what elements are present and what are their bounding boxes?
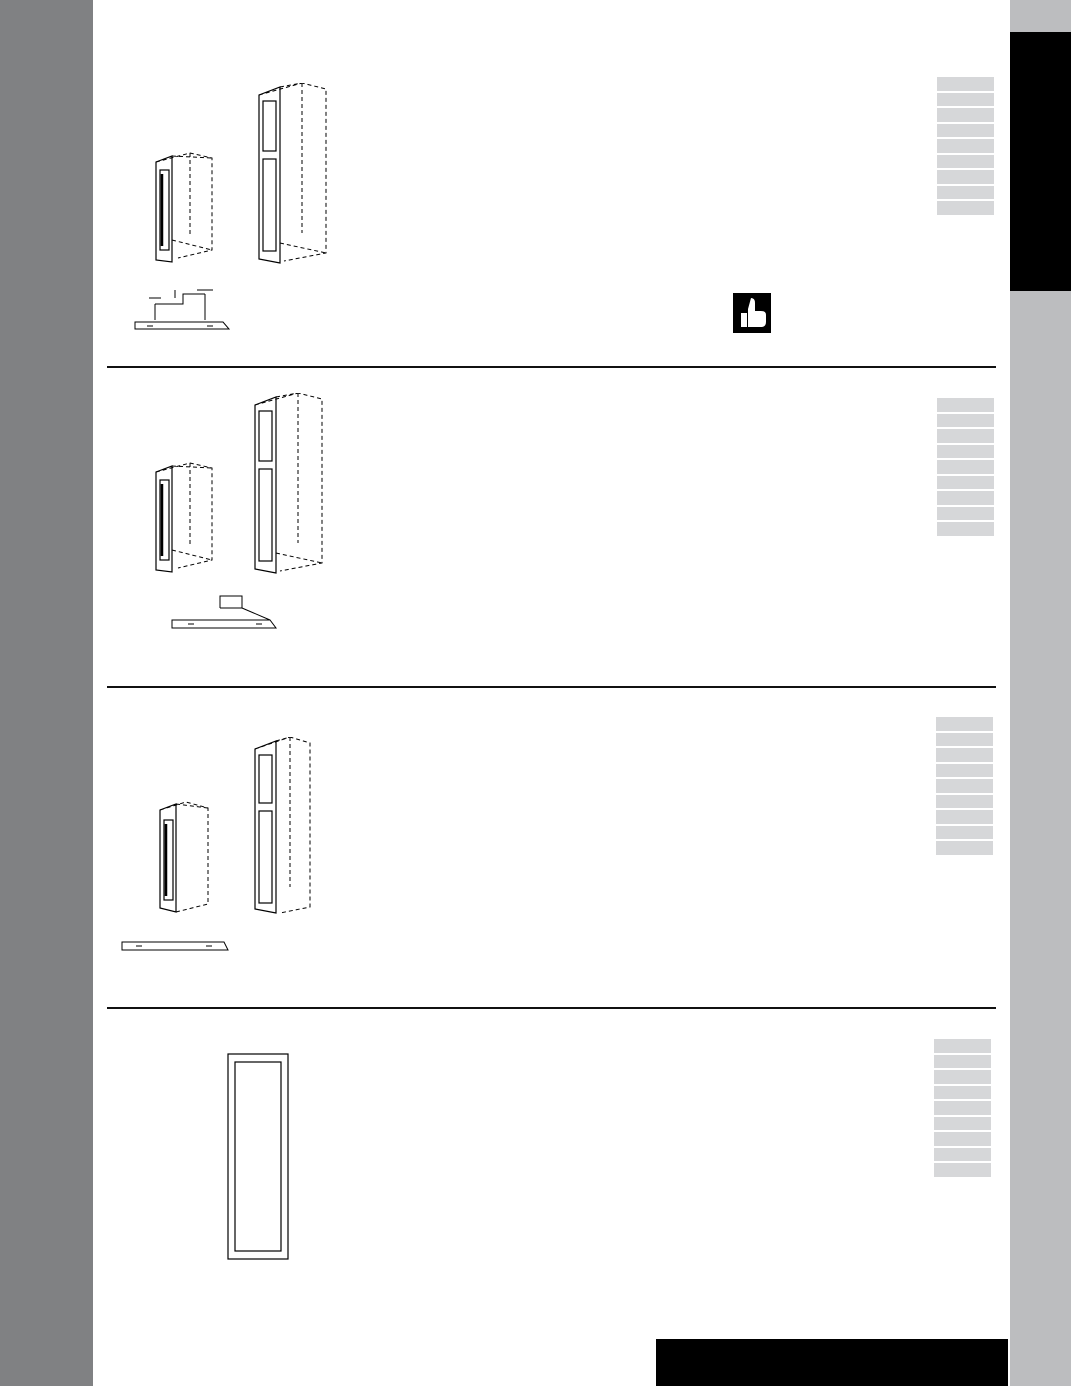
finish-swatch [934,1055,991,1069]
finish-swatch [937,93,994,107]
finish-swatch [937,445,994,459]
footer-bar [656,1339,1008,1386]
finish-swatch [936,748,993,762]
finish-swatch [937,398,994,412]
finish-swatch-column [934,1039,991,1177]
finish-swatch [936,810,993,824]
finish-swatch [937,77,994,91]
finish-swatch [934,1101,991,1115]
section-divider [107,686,996,688]
finish-swatch [934,1086,991,1100]
door-panel-drawing [226,1052,292,1262]
tall-cabinet-drawing [254,83,334,268]
tall-cabinet-drawing [250,393,330,578]
flat-molding-profile [120,938,232,956]
finish-swatch-column [936,717,993,855]
short-cabinet-drawing [156,800,216,915]
finish-swatch-column [937,77,994,215]
section-divider [107,366,996,368]
finish-swatch [937,522,994,536]
finish-swatch [934,1070,991,1084]
section-divider [107,1007,996,1009]
finish-swatch [937,476,994,490]
finish-swatch [934,1163,991,1177]
finish-swatch [937,155,994,169]
short-cabinet-drawing [150,460,218,575]
finish-swatch-column [937,398,994,536]
finish-swatch [937,460,994,474]
finish-swatch [937,124,994,138]
finish-swatch [937,414,994,428]
finish-swatch [934,1132,991,1146]
finish-swatch [936,826,993,840]
finish-swatch [937,139,994,153]
finish-swatch [937,507,994,521]
finish-swatch [934,1148,991,1162]
finish-swatch [936,733,993,747]
left-margin-band [0,0,93,1386]
finish-swatch [937,108,994,122]
finish-swatch [937,201,994,215]
finish-swatch [934,1117,991,1131]
finish-swatch [937,186,994,200]
finish-swatch [937,170,994,184]
crown-molding-profile [170,592,280,632]
finish-swatch [936,764,993,778]
thumbs-up-icon [733,293,771,333]
crown-molding-profile [133,284,233,334]
finish-swatch [936,717,993,731]
finish-swatch [934,1039,991,1053]
tall-cabinet-drawing [250,737,320,917]
finish-swatch [937,491,994,505]
finish-swatch [937,429,994,443]
finish-swatch [936,779,993,793]
finish-swatch [936,795,993,809]
finish-swatch [936,841,993,855]
chapter-tab [1010,32,1071,291]
short-cabinet-drawing [150,150,218,265]
